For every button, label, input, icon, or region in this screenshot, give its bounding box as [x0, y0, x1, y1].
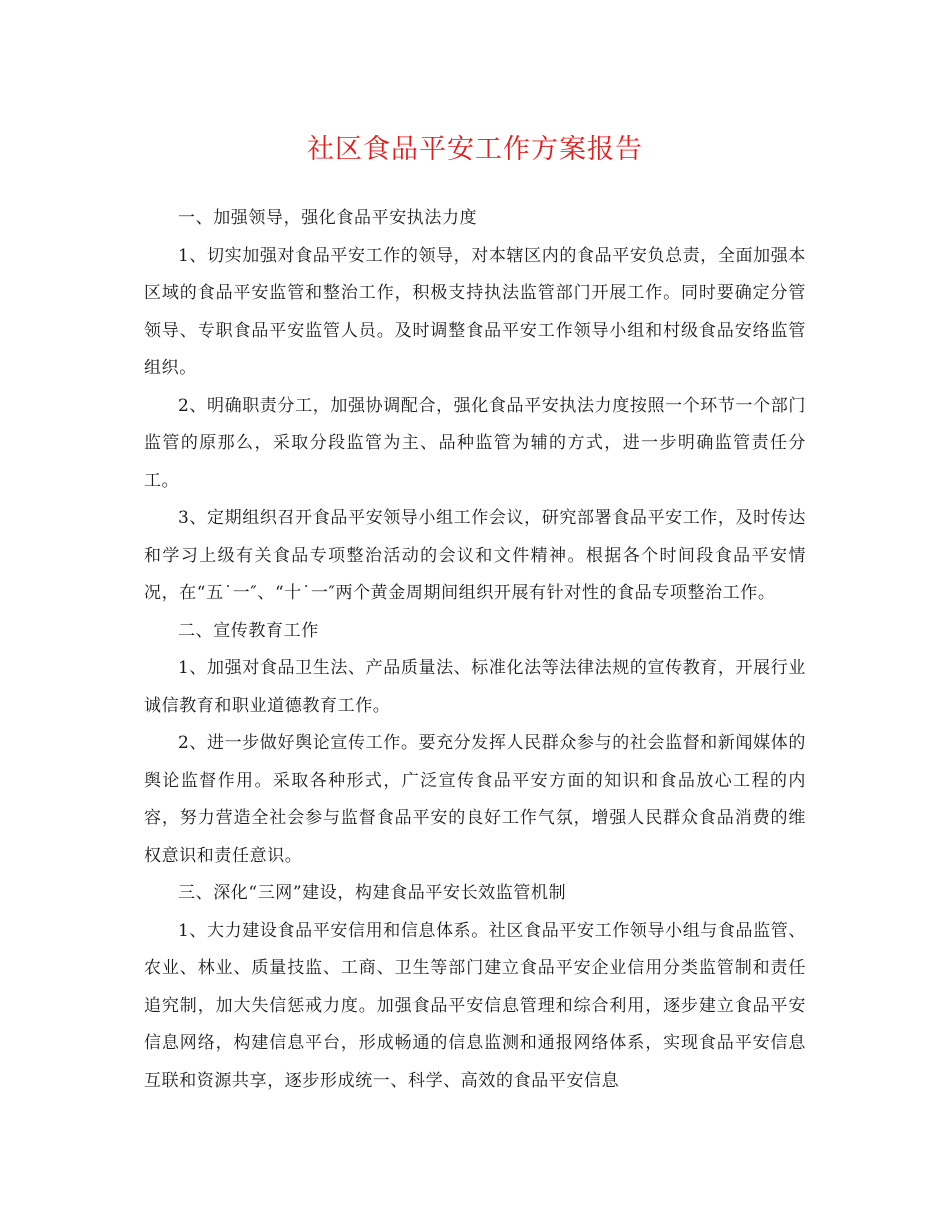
document-body	[144, 200, 806, 1100]
heading-section-3: 三、深化“三网”建设，构建食品平安长效监管机制	[178, 883, 567, 903]
heading-section-2: 二、宣传教育工作	[178, 620, 319, 641]
paragraph-1-3: 3、定期组织召开食品平安领导小组工作会议，研究部署食品平安工作，及时传达和学习上级有关食品专项整治活动的会议和文件精神。根据各个时间段食品平安情况，在“五˙一″、“十˙一″两个黄金周期间组织开展有针对性的食品专项整治工作。	[144, 508, 806, 603]
paragraph-1-1: 1、切实加强对食品平安工作的领导，对本辖区内的食品平安负总责，全面加强本区域的食品平安监管和整治工作，积极支持执法监管部门开展工作。同时要确定分管领导、专职食品平安监管人员。及时调整食品平安工作领导小组和村级食品安络监管组织。	[144, 245, 806, 378]
document-title: 社区食品平安工作方案报告	[307, 134, 643, 165]
paragraph-3-1: 1、大力建设食品平安信用和信息体系。社区食品平安工作领导小组与食品监管、农业、林业、质量技监、工商、卫生等部门建立食品平安企业信用分类监管制和责任追究制，加大失信惩戒力度。加强食品平安信息管理和综合利用，逐步建立食品平安信息网络，构建信息平台，形成畅通的信息监测和通报网络体系，实现食品平安信息互联和资源共享，逐步形成统一、科学、高效的食品平安信息	[144, 920, 806, 1091]
paragraph-1-2: 2、明确职责分工，加强协调配合，强化食品平安执法力度按照一个环节一个部门监管的原那么，采取分段监管为主、品种监管为辅的方式，进一步明确监管责任分工。	[144, 395, 806, 491]
paragraph-2-1: 1、加强对食品卫生法、产品质量法、标准化法等法律法规的宣传教育，开展行业诚信教育和职业道德教育工作。	[144, 658, 806, 716]
paragraph-2-2: 2、进一步做好舆论宣传工作。要充分发挥人民群众参与的社会监督和新闻媒体的舆论监督作用。采取各种形式，广泛宣传食品平安方面的知识和食品放心工程的内容，努力营造全社会参与监督食品平安的良好工作气氛，增强人民群众食品消费的维权意识和责任意识。	[144, 733, 806, 866]
heading-section-1: 一、加强领导，强化食品平安执法力度	[178, 208, 478, 228]
